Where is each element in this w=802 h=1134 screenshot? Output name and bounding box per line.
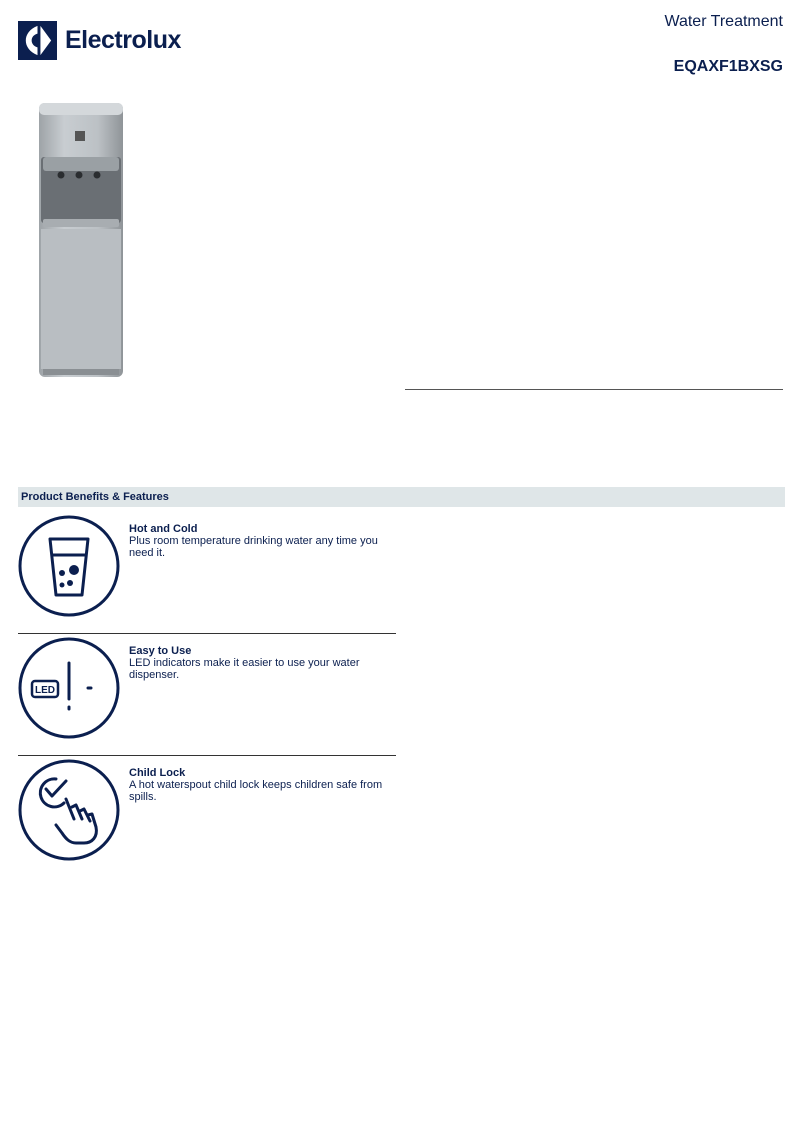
feature-title: Hot and Cold (129, 523, 198, 535)
feature-description: Plus room temperature drinking water any time you need it. (129, 535, 378, 559)
section-header-benefits: Product Benefits & Features (18, 487, 785, 507)
brand-logo (18, 21, 181, 60)
feature-item (18, 515, 396, 625)
feature-title: Easy to Use (129, 645, 192, 657)
feature-divider (18, 633, 396, 634)
divider-rule (405, 389, 783, 390)
feature-divider (18, 755, 396, 756)
model-number: EQAXF1BXSG (673, 58, 783, 75)
led-indicator-icon (18, 637, 120, 739)
electrolux-logo-icon (18, 21, 57, 60)
feature-description: LED indicators make it easier to use your water dispenser. (129, 657, 360, 681)
brand-wordmark: Electrolux (65, 26, 181, 54)
child-lock-touch-icon (18, 759, 120, 861)
feature-title: Child Lock (129, 767, 186, 779)
feature-item (18, 759, 396, 869)
product-category: Water Treatment (664, 13, 783, 30)
feature-description: A hot waterspout child lock keeps children safe from spills. (129, 779, 383, 803)
svg-text:LED: LED (35, 685, 55, 696)
feature-item (18, 637, 396, 747)
water-dispenser-image (35, 101, 127, 381)
water-glass-icon (18, 515, 120, 617)
